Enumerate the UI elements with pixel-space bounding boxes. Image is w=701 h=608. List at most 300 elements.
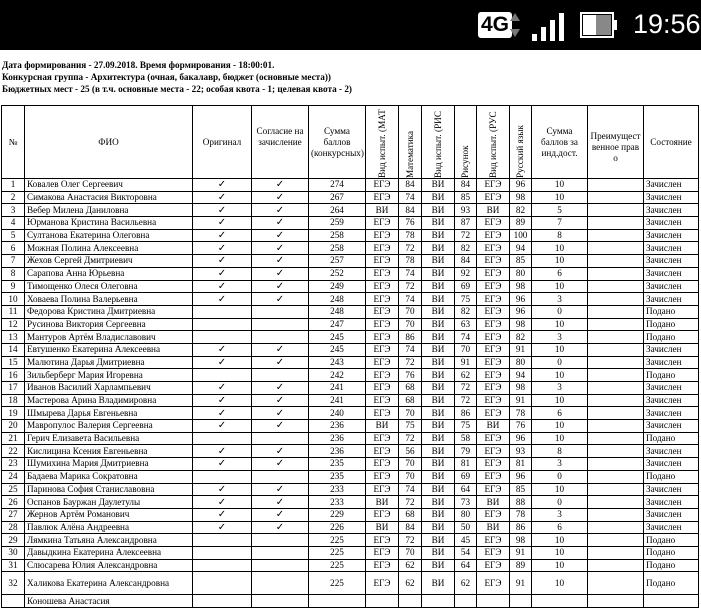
consent-check: ✓ — [252, 420, 309, 433]
math-score: 86 — [399, 331, 422, 344]
row-number: 18 — [2, 394, 25, 407]
exam-type-math: ЕГЭ — [366, 293, 399, 306]
individual-points: 10 — [532, 572, 588, 595]
table-row — [2, 267, 699, 280]
col-state: Состояние — [644, 106, 699, 179]
exam-type-math: ЕГЭ — [366, 255, 399, 268]
drawing-score: 63 — [455, 318, 477, 331]
row-number: 11 — [2, 305, 25, 318]
priority-right — [588, 356, 644, 369]
admission-state: Подано — [644, 470, 699, 483]
original-check: ✓ — [193, 483, 252, 496]
original-check: ✓ — [193, 242, 252, 255]
col-fio: ФИО — [25, 106, 193, 179]
exam-type-math: ЕГЭ — [366, 483, 399, 496]
exam-type-russian: ЕГЭ — [477, 432, 510, 445]
exam-type-drawing: ВИ — [422, 559, 455, 572]
table-row — [2, 356, 699, 369]
exam-type-math: ЕГЭ — [366, 508, 399, 521]
col-drawing: Рисунок — [455, 106, 477, 179]
math-score: 84 — [399, 204, 422, 217]
exam-type-russian: ЕГЭ — [477, 179, 510, 192]
original-check: ✓ — [193, 508, 252, 521]
applicant-name: Евтушенко Екатерина Алексеевна — [25, 343, 193, 356]
math-score: 84 — [399, 521, 422, 534]
drawing-score: 86 — [455, 407, 477, 420]
russian-score: 96 — [510, 179, 532, 192]
row-number: 24 — [2, 470, 25, 483]
exam-type-drawing: ВИ — [422, 242, 455, 255]
drawing-score: 91 — [455, 356, 477, 369]
math-score: 56 — [399, 445, 422, 458]
applicant-name: Халикова Екатерина Александровна — [25, 572, 193, 595]
admission-state: Подано — [644, 572, 699, 595]
individual-points: 10 — [532, 280, 588, 293]
priority-right — [588, 508, 644, 521]
original-check — [193, 305, 252, 318]
table-row — [2, 179, 699, 192]
drawing-score: 69 — [455, 470, 477, 483]
math-score: 75 — [399, 420, 422, 433]
score-sum: 235 — [309, 458, 366, 471]
score-sum: 248 — [309, 305, 366, 318]
score-sum: 259 — [309, 217, 366, 230]
exam-type-math: ЕГЭ — [366, 534, 399, 547]
admission-state: Зачислен — [644, 521, 699, 534]
col-math: Математика — [399, 106, 422, 179]
table-row — [2, 420, 699, 433]
math-score: 72 — [399, 534, 422, 547]
exam-type-russian: ЕГЭ — [477, 394, 510, 407]
consent-check — [252, 559, 309, 572]
russian-score: 82 — [510, 331, 532, 344]
signal-strength-icon — [532, 12, 566, 42]
exam-type-russian: ЕГЭ — [477, 508, 510, 521]
drawing-score: 80 — [455, 508, 477, 521]
exam-type-drawing: ВИ — [422, 318, 455, 331]
row-number — [2, 595, 25, 608]
admission-state: Зачислен — [644, 508, 699, 521]
admission-state: Зачислен — [644, 394, 699, 407]
table-row — [2, 394, 699, 407]
applicant-name: Султанова Екатерина Олеговна — [25, 229, 193, 242]
applicant-name: Давыдкина Екатерина Алексеевна — [25, 546, 193, 559]
consent-check — [252, 534, 309, 547]
exam-type-drawing: ВИ — [422, 407, 455, 420]
admission-state: Зачислен — [644, 242, 699, 255]
table-row — [2, 343, 699, 356]
data-activity-icon — [509, 10, 521, 40]
score-sum: 240 — [309, 407, 366, 420]
score-sum: 226 — [309, 521, 366, 534]
drawing-score: 58 — [455, 432, 477, 445]
admission-state: Зачислен — [644, 356, 699, 369]
russian-score: 98 — [510, 534, 532, 547]
priority-right — [588, 191, 644, 204]
admission-state: Зачислен — [644, 293, 699, 306]
col-exam-type-math: Вид испыт. (МАТ — [366, 106, 399, 179]
clock-time: 19:56 — [633, 9, 701, 39]
original-check: ✓ — [193, 394, 252, 407]
math-score: 72 — [399, 280, 422, 293]
exam-type-drawing: ВИ — [422, 369, 455, 382]
math-score: 78 — [399, 229, 422, 242]
original-check — [193, 559, 252, 572]
math-score: 70 — [399, 305, 422, 318]
consent-check: ✓ — [252, 217, 309, 230]
consent-check: ✓ — [252, 179, 309, 192]
applicant-name: Федорова Кристина Дмитриевна — [25, 305, 193, 318]
applicants-table — [1, 105, 699, 608]
competition-group-line: Конкурсная группа - Архитектура (очная, бакалавр, бюджет (основные места)) — [2, 72, 331, 82]
score-sum: 252 — [309, 267, 366, 280]
table-row — [2, 432, 699, 445]
row-number: 1 — [2, 179, 25, 192]
score-sum: 267 — [309, 191, 366, 204]
math-score: 70 — [399, 407, 422, 420]
table-row — [2, 191, 699, 204]
individual-points: 6 — [532, 407, 588, 420]
individual-points: 10 — [532, 534, 588, 547]
drawing-score: 82 — [455, 242, 477, 255]
individual-points: 10 — [532, 483, 588, 496]
exam-type-drawing: ВИ — [422, 255, 455, 268]
math-score: 76 — [399, 369, 422, 382]
row-number: 26 — [2, 496, 25, 509]
russian-score: 91 — [510, 546, 532, 559]
applicant-name: Иванов Василий Харлампьевич — [25, 382, 193, 395]
drawing-score: 62 — [455, 572, 477, 595]
applicant-name: Сарапова Анна Юрьевна — [25, 267, 193, 280]
consent-check: ✓ — [252, 394, 309, 407]
individual-points: 10 — [532, 432, 588, 445]
score-sum: 235 — [309, 470, 366, 483]
priority-right — [588, 293, 644, 306]
drawing-score: 72 — [455, 394, 477, 407]
admission-state: Подано — [644, 432, 699, 445]
drawing-score: 45 — [455, 534, 477, 547]
exam-type-math: ЕГЭ — [366, 242, 399, 255]
table-row — [2, 546, 699, 559]
consent-check: ✓ — [252, 242, 309, 255]
table-row — [2, 445, 699, 458]
admission-state: Зачислен — [644, 445, 699, 458]
priority-right — [588, 483, 644, 496]
russian-score: 100 — [510, 229, 532, 242]
exam-type-math: ЕГЭ — [366, 179, 399, 192]
col-individual-achievements: Сумма баллов за инд.дост. — [532, 106, 588, 179]
exam-type-drawing: ВИ — [422, 572, 455, 595]
exam-type-drawing: ВИ — [422, 382, 455, 395]
score-sum: 242 — [309, 369, 366, 382]
individual-points: 3 — [532, 458, 588, 471]
row-number: 7 — [2, 255, 25, 268]
admission-state: Зачислен — [644, 458, 699, 471]
table-row — [2, 293, 699, 306]
original-check: ✓ — [193, 496, 252, 509]
exam-type-russian: ЕГЭ — [477, 229, 510, 242]
original-check: ✓ — [193, 267, 252, 280]
exam-type-math: ЕГЭ — [366, 394, 399, 407]
exam-type-russian: ЕГЭ — [477, 470, 510, 483]
consent-check: ✓ — [252, 458, 309, 471]
exam-type-russian: ЕГЭ — [477, 255, 510, 268]
score-sum: 258 — [309, 229, 366, 242]
admission-state: Зачислен — [644, 382, 699, 395]
consent-check: ✓ — [252, 191, 309, 204]
priority-right — [588, 521, 644, 534]
russian-score: 76 — [510, 420, 532, 433]
row-number: 25 — [2, 483, 25, 496]
priority-right — [588, 229, 644, 242]
priority-right — [588, 458, 644, 471]
russian-score: 80 — [510, 356, 532, 369]
math-score: 62 — [399, 572, 422, 595]
original-check: ✓ — [193, 407, 252, 420]
applicant-name: Ковалев Олег Сергеевич — [25, 179, 193, 192]
score-sum: 243 — [309, 356, 366, 369]
exam-type-drawing: ВИ — [422, 546, 455, 559]
exam-type-math: ЕГЭ — [366, 343, 399, 356]
individual-points: 10 — [532, 343, 588, 356]
applicant-name: Малютина Дарья Дмитриевна — [25, 356, 193, 369]
exam-type-russian: ЕГЭ — [477, 305, 510, 318]
row-number: 2 — [2, 191, 25, 204]
exam-type-russian: ЕГЭ — [477, 407, 510, 420]
score-sum: 233 — [309, 496, 366, 509]
russian-score: 98 — [510, 280, 532, 293]
exam-type-drawing: ВИ — [422, 458, 455, 471]
exam-type-russian: ЕГЭ — [477, 318, 510, 331]
admission-state: Подано — [644, 331, 699, 344]
applicant-name: Мавропулос Валерия Сергеевна — [25, 420, 193, 433]
drawing-score: 92 — [455, 267, 477, 280]
exam-type-math: ЕГЭ — [366, 217, 399, 230]
exam-type-russian: ВИ — [477, 521, 510, 534]
admission-state: Подано — [644, 305, 699, 318]
exam-type-math: ЕГЭ — [366, 432, 399, 445]
exam-type-drawing: ВИ — [422, 267, 455, 280]
applicant-name: Шумихина Мария Дмитриевна — [25, 458, 193, 471]
original-check: ✓ — [193, 293, 252, 306]
exam-type-math: ВИ — [366, 521, 399, 534]
col-exam-type-russian: Вид испыт. (РУС — [477, 106, 510, 179]
exam-type-drawing: ВИ — [422, 356, 455, 369]
original-check — [193, 331, 252, 344]
individual-points: 10 — [532, 559, 588, 572]
admission-state: Зачислен — [644, 229, 699, 242]
table-row — [2, 318, 699, 331]
admission-state: Зачислен — [644, 204, 699, 217]
applicant-name: Лямкина Татьяна Александровна — [25, 534, 193, 547]
row-number: 27 — [2, 508, 25, 521]
math-score: 74 — [399, 483, 422, 496]
table-row — [2, 572, 699, 595]
report-date-line: Дата формирования - 27.09.2018. Время формирования - 18:00:01. — [2, 60, 275, 70]
exam-type-math — [366, 595, 399, 608]
admission-state: Зачислен — [644, 217, 699, 230]
russian-score: 80 — [510, 267, 532, 280]
math-score: 72 — [399, 432, 422, 445]
math-score: 78 — [399, 255, 422, 268]
math-score: 70 — [399, 318, 422, 331]
score-sum — [309, 595, 366, 608]
drawing-score: 93 — [455, 204, 477, 217]
individual-points: 10 — [532, 369, 588, 382]
individual-points: 0 — [532, 470, 588, 483]
col-exam-type-drawing: Вид испыт. (РИС — [422, 106, 455, 179]
priority-right — [588, 394, 644, 407]
table-row — [2, 496, 699, 509]
exam-type-drawing — [422, 595, 455, 608]
applicant-name: Русинова Виктория Сергеевна — [25, 318, 193, 331]
admission-state: Подано — [644, 559, 699, 572]
priority-right — [588, 572, 644, 595]
exam-type-drawing: ВИ — [422, 496, 455, 509]
exam-type-russian — [477, 595, 510, 608]
drawing-score: 75 — [455, 293, 477, 306]
consent-check: ✓ — [252, 356, 309, 369]
exam-type-russian: ЕГЭ — [477, 280, 510, 293]
priority-right — [588, 445, 644, 458]
exam-type-russian: ЕГЭ — [477, 191, 510, 204]
priority-right — [588, 534, 644, 547]
exam-type-drawing: ВИ — [422, 394, 455, 407]
individual-points: 8 — [532, 445, 588, 458]
individual-points: 3 — [532, 382, 588, 395]
row-number: 3 — [2, 204, 25, 217]
row-number: 22 — [2, 445, 25, 458]
status-bar — [0, 0, 701, 50]
table-row — [2, 255, 699, 268]
admission-state: Подано — [644, 546, 699, 559]
drawing-score: 73 — [455, 496, 477, 509]
individual-points: 6 — [532, 267, 588, 280]
row-number: 32 — [2, 572, 25, 595]
drawing-score: 72 — [455, 229, 477, 242]
priority-right — [588, 369, 644, 382]
exam-type-math: ЕГЭ — [366, 229, 399, 242]
original-check: ✓ — [193, 255, 252, 268]
individual-points: 10 — [532, 318, 588, 331]
russian-score: 91 — [510, 394, 532, 407]
exam-type-russian: ВИ — [477, 204, 510, 217]
original-check: ✓ — [193, 191, 252, 204]
math-score: 70 — [399, 470, 422, 483]
individual-points: 10 — [532, 191, 588, 204]
applicant-name: Ховаева Полина Валерьевна — [25, 293, 193, 306]
original-check: ✓ — [193, 204, 252, 217]
exam-type-drawing: ВИ — [422, 508, 455, 521]
original-check: ✓ — [193, 420, 252, 433]
math-score: 68 — [399, 508, 422, 521]
table-row — [2, 217, 699, 230]
drawing-score — [455, 595, 477, 608]
admission-state: Зачислен — [644, 191, 699, 204]
drawing-score: 81 — [455, 458, 477, 471]
consent-check: ✓ — [252, 255, 309, 268]
original-check — [193, 572, 252, 595]
row-number: 4 — [2, 217, 25, 230]
exam-type-math: ЕГЭ — [366, 407, 399, 420]
applicant-name: Шмырева Дарья Евгеньевна — [25, 407, 193, 420]
col-russian: Русский язык — [510, 106, 532, 179]
row-number: 9 — [2, 280, 25, 293]
individual-points: 0 — [532, 356, 588, 369]
admission-state: Зачислен — [644, 280, 699, 293]
exam-type-drawing: ВИ — [422, 229, 455, 242]
row-number: 14 — [2, 343, 25, 356]
russian-score: 94 — [510, 369, 532, 382]
priority-right — [588, 331, 644, 344]
score-sum: 225 — [309, 572, 366, 595]
applicant-name: Юрманова Кристина Васильевна — [25, 217, 193, 230]
applicant-name: Бадаева Марика Сократовна — [25, 470, 193, 483]
admission-state: Подано — [644, 318, 699, 331]
priority-right — [588, 280, 644, 293]
score-sum: 241 — [309, 382, 366, 395]
math-score: 70 — [399, 458, 422, 471]
original-check: ✓ — [193, 382, 252, 395]
exam-type-drawing: ВИ — [422, 331, 455, 344]
col-sum: Сумма баллов (конкурсных) — [309, 106, 366, 179]
applicant-name: Мастерова Арина Владимировна — [25, 394, 193, 407]
row-number: 23 — [2, 458, 25, 471]
col-priority-right: Преимущественное право — [588, 106, 644, 179]
table-header-row — [2, 106, 699, 179]
admission-state: Зачислен — [644, 407, 699, 420]
score-sum: 249 — [309, 280, 366, 293]
row-number: 8 — [2, 267, 25, 280]
individual-points: 3 — [532, 508, 588, 521]
math-score: 74 — [399, 267, 422, 280]
math-score: 72 — [399, 356, 422, 369]
consent-check — [252, 305, 309, 318]
consent-check: ✓ — [252, 382, 309, 395]
exam-type-drawing: ВИ — [422, 470, 455, 483]
russian-score: 93 — [510, 445, 532, 458]
exam-type-russian: ЕГЭ — [477, 458, 510, 471]
consent-check — [252, 470, 309, 483]
exam-type-drawing: ВИ — [422, 204, 455, 217]
exam-type-math: ЕГЭ — [366, 305, 399, 318]
drawing-score: 54 — [455, 546, 477, 559]
admission-state: Зачислен — [644, 267, 699, 280]
score-sum: 229 — [309, 508, 366, 521]
priority-right — [588, 420, 644, 433]
row-number: 12 — [2, 318, 25, 331]
priority-right — [588, 255, 644, 268]
priority-right — [588, 217, 644, 230]
score-sum: 274 — [309, 179, 366, 192]
consent-check — [252, 432, 309, 445]
math-score — [399, 595, 422, 608]
consent-check: ✓ — [252, 508, 309, 521]
row-number: 17 — [2, 382, 25, 395]
table-row — [2, 369, 699, 382]
col-consent: Согласие на зачисление — [252, 106, 309, 179]
russian-score: 81 — [510, 458, 532, 471]
russian-score: 96 — [510, 293, 532, 306]
russian-score: 96 — [510, 305, 532, 318]
admission-state: Подано — [644, 534, 699, 547]
score-sum: 241 — [309, 394, 366, 407]
drawing-score: 64 — [455, 559, 477, 572]
drawing-score: 70 — [455, 343, 477, 356]
priority-right — [588, 470, 644, 483]
row-number: 10 — [2, 293, 25, 306]
consent-check: ✓ — [252, 229, 309, 242]
